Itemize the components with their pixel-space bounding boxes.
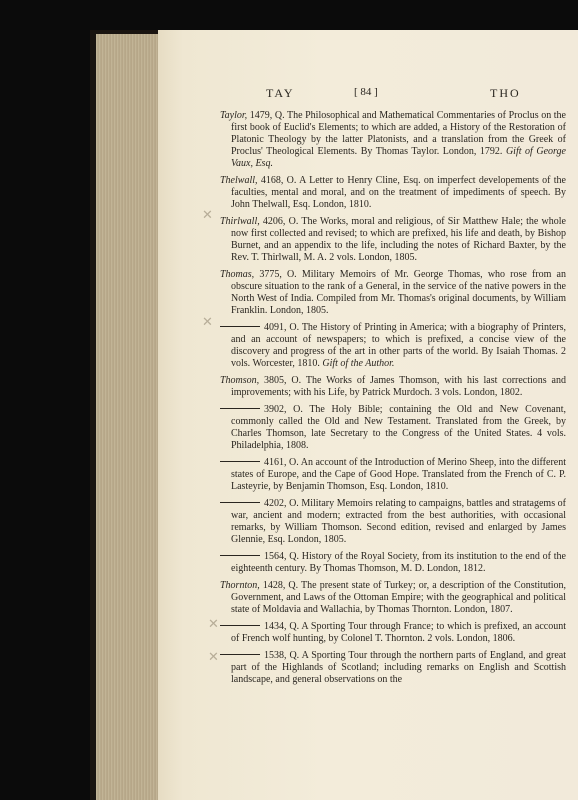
- entry-body: 4161, O. An account of the Introduction of Merino Sheep, into the different states of Europe, and the Cape of Good Hope. Translated from the French of C. P. Lasteyrie, by Benjamin Thomson, Esq. London, 1810.: [231, 457, 566, 492]
- entry-body: 1479, Q. The Philosophical and Mathematical Commentaries of Proclus on the first book of Euclid's Elements; to which are added, a History of the Restoration of Platonic Theology by the latter Platonists, and a translation from the Greek of Proclus' Theological Elements. By Thomas Taylor. London, 1792.: [231, 110, 566, 157]
- catalog-entry: [220, 621, 566, 645]
- catalog-entry: [220, 375, 566, 399]
- header-left: TAY: [266, 86, 295, 100]
- entry-gift-note: Gift of the Author.: [322, 358, 395, 369]
- entry-author: Thirlwall,: [220, 216, 260, 227]
- entry-body: 1428, Q. The present state of Turkey; or, a description of the Constitution, Government, and Laws of the Ottoman Empire; with the geographical and political state of Moldavia and Wallachia, by Thomas Thornton. London, 1807.: [231, 580, 566, 615]
- catalog-entry: [220, 216, 566, 264]
- catalog-entry: [220, 175, 566, 211]
- ditto-dash: [220, 326, 260, 327]
- entry-body: 3775, O. Military Memoirs of Mr. George Thomas, who rose from an obscure situation to the rank of a General, in the service of the native powers in the North West of India. Compiled from Mr. Thomas's original documents, by William Franklin. London, 1805.: [231, 269, 566, 316]
- entry-author: Taylor,: [220, 110, 248, 121]
- header-right: THO: [490, 86, 521, 100]
- entry-body: 3902, O. The Holy Bible; containing the Old and New Covenant, commonly called the Old and New Testament. Translated from the Greek, by Charles Thomson, late Secretary to the Congress of the United States. 4 vols. Philadelphia, 1808.: [231, 404, 566, 451]
- catalog-entry: [220, 457, 566, 493]
- ditto-dash: [220, 555, 260, 556]
- pencil-mark: ✕: [202, 208, 213, 223]
- entry-body: 3805, O. The Works of James Thomson, with his last corrections and improvements; with his Life, by Patrick Murdoch. 3 vols. London, 1802.: [231, 375, 566, 398]
- entry-body: 4168, O. A Letter to Henry Cline, Esq. on imperfect developements of the faculties, mental and moral, and on the treatment of impediments of speech. By John Thelwall, Esq. London, 1810.: [231, 175, 566, 210]
- ditto-dash: [220, 654, 260, 655]
- catalog-entry: [220, 269, 566, 317]
- pencil-mark: ✕: [202, 315, 213, 330]
- entry-body: 4091, O. The History of Printing in America; with a biography of Printers, and an account of newspapers; to which is prefixed, a concise view of the discovery and progress of the art in other parts of the world. By Isaiah Thomas. 2 vols. Worcester, 1810.: [231, 322, 566, 369]
- catalog-entry: [220, 110, 566, 170]
- running-header: [158, 86, 578, 104]
- ditto-dash: [220, 408, 260, 409]
- page-number: [ 84 ]: [354, 86, 378, 98]
- ditto-dash: [220, 502, 260, 503]
- entry-body: 1434, Q. A Sporting Tour through France; to which is prefixed, an account of French wolf hunting, by Colonel T. Thornton. 2 vols. London, 1806.: [231, 621, 566, 644]
- catalog-entry: [220, 404, 566, 452]
- catalog-entry: [220, 650, 566, 686]
- entry-author: Thelwall,: [220, 175, 258, 186]
- entry-author: Thomson,: [220, 375, 260, 386]
- entry-author: Thomas,: [220, 269, 255, 280]
- catalog-entry: [220, 498, 566, 546]
- ditto-dash: [220, 625, 260, 626]
- catalog-entries: [220, 110, 566, 691]
- entry-body: 1538, Q. A Sporting Tour through the northern parts of England, and great part of the Highlands of Scotland; including remarks on English and Scottish landscape, and general observations on the: [231, 650, 566, 685]
- catalog-entry: [220, 322, 566, 370]
- entry-gift-note: Gift of George Vaux, Esq.: [231, 146, 566, 169]
- ditto-dash: [220, 461, 260, 462]
- entry-author: Thornton,: [220, 580, 260, 591]
- entry-body: 1564, Q. History of the Royal Society, from its institution to the end of the eighteenth century. By Thomas Thomson, M. D. London, 1812.: [231, 551, 566, 574]
- catalog-page: [158, 30, 578, 800]
- catalog-entry: [220, 551, 566, 575]
- entry-body: 4202, O. Military Memoirs relating to campaigns, battles and stratagems of war, ancient and modern; extracted from the best authorities, with occasional remarks, by William Thomson. Second edition, revised and enlarged by James Glennie, Esq. London, 1805.: [231, 498, 566, 545]
- pencil-mark: ✕: [208, 617, 219, 632]
- page-edges: [96, 34, 159, 800]
- pencil-mark: ✕: [208, 650, 219, 665]
- catalog-entry: [220, 580, 566, 616]
- entry-body: 4206, O. The Works, moral and religious, of Sir Matthew Hale; the whole now first collected and revised; to which are prefixed, his life and death, by Bishop Burnet, and an appendix to the life, including the notes of Richard Baxter, by the Rev. T. Thirlwall, M. A. 2 vols. London, 1805.: [231, 216, 566, 263]
